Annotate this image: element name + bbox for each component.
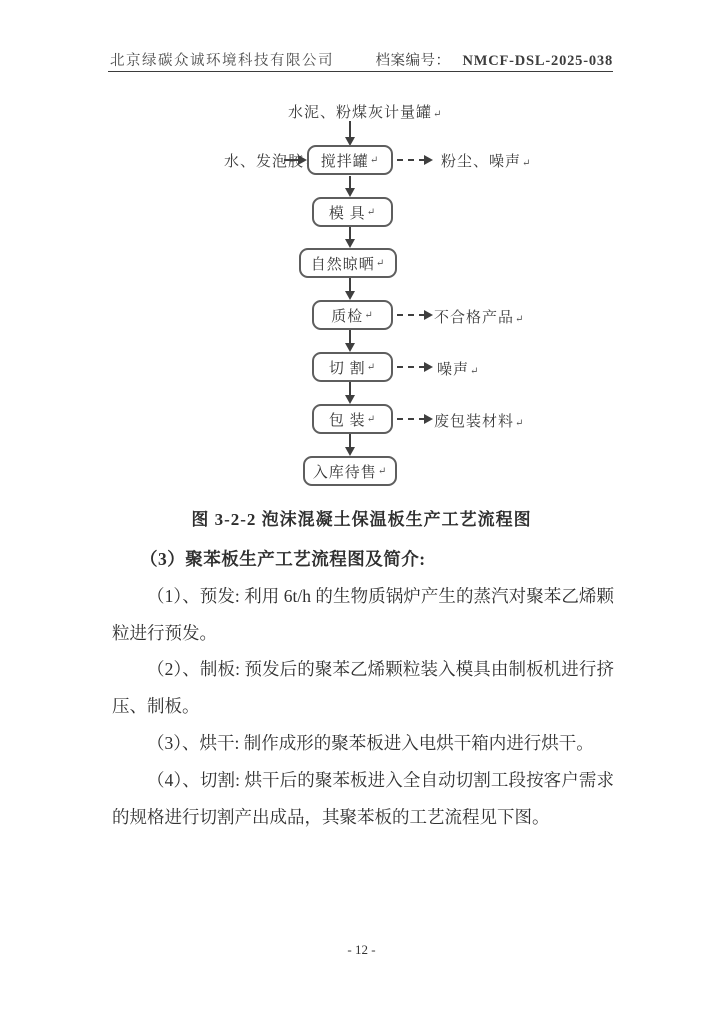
process-flowchart [0,0,723,500]
dashed-arrow-head [424,310,433,320]
dashed-arrow-line [397,159,425,161]
paragraph-mark: ↵ [522,158,532,169]
section-heading: （3）聚苯板生产工艺流程图及简介: [140,549,426,569]
flow-output-waste-packaging: 废包装材料↵ [434,414,525,430]
dashed-arrow-line [397,418,425,420]
paragraph-prefoaming: （1）、预发: 利用 6t/h 的生物质锅炉产生的蒸汽对聚苯乙烯颗粒进行预发。 [112,585,614,643]
paragraph-mark: ↵ [515,314,525,325]
arrow-down-head [345,188,355,197]
paragraph-mark: ↵ [470,366,480,377]
flow-node-natural-drying: 自然晾晒 ↵ [299,248,397,278]
paragraph-mark: ↵ [375,257,386,269]
body-text [112,541,614,835]
flow-output-noise: 噪声↵ [437,362,480,378]
paragraph-drying: （3）、烘干: 制作成形的聚苯板进入电烘干箱内进行烘干。 [147,732,594,753]
dashed-arrow-head [424,362,433,372]
paragraph-mark: ↵ [433,109,443,120]
dashed-arrow-line [397,314,425,316]
flow-node-quality-check: 质检 ↵ [312,300,393,330]
paragraph-mark: ↵ [366,206,377,218]
paragraph-mark: ↵ [377,465,388,477]
arrow-down-line [349,121,351,138]
arrow-down-head [345,343,355,352]
paragraph-mark: ↵ [364,309,374,321]
paragraph-mark: ↵ [366,413,377,425]
flow-input-top: 水泥、粉煤灰计量罐↵ [288,105,443,121]
flow-output-rejects: 不合格产品↵ [434,310,525,326]
arrow-down-line [349,382,351,396]
figure-caption: 图 3-2-2 泡沫混凝土保温板生产工艺流程图 [191,510,532,529]
archive-label: 档案编号： [375,53,451,69]
paragraph-mark: ↵ [515,418,525,429]
flow-output-dust-noise: 粉尘、噪声↵ [441,154,532,170]
flow-node-mixing-tank: 搅拌罐 ↵ [307,145,393,175]
paragraph-board-making: （2）、制板: 预发后的聚苯乙烯颗粒装入模具由制板机进行挤压、制板。 [112,659,614,717]
paragraph-mark: ↵ [366,361,377,373]
arrow-down-line [349,434,351,448]
arrow-down-head [345,291,355,300]
arrow-down-head [345,447,355,456]
dashed-arrow-head [424,414,433,424]
paragraph-cutting: （4）、切割: 烘干后的聚苯板进入全自动切割工段按客户需求的规格进行切割产出成品，其聚苯板的工艺流程见下图。 [112,769,614,827]
flow-node-cutting: 切 割 ↵ [312,352,393,382]
flow-input-left: 水、发泡胶 [224,150,314,171]
arrow-down-line [349,278,351,292]
flow-node-packing: 包 装 ↵ [312,404,393,434]
dashed-arrow-line [397,366,425,368]
archive-value: NMCF-DSL-2025-038 [462,53,613,69]
arrow-down-line [349,330,351,344]
arrow-down-head [345,395,355,404]
paragraph-mark: ↵ [369,154,380,166]
flow-node-storage-sale: 入库待售 ↵ [303,456,397,486]
arrow-down-head [345,239,355,248]
arrow-right-head [298,155,307,165]
dashed-arrow-head [424,155,433,165]
page-number: - 12 - [347,942,376,957]
flow-node-mold: 模 具 ↵ [312,197,393,227]
header-company-name: 北京绿碳众诚环境科技有限公司 [110,53,334,69]
